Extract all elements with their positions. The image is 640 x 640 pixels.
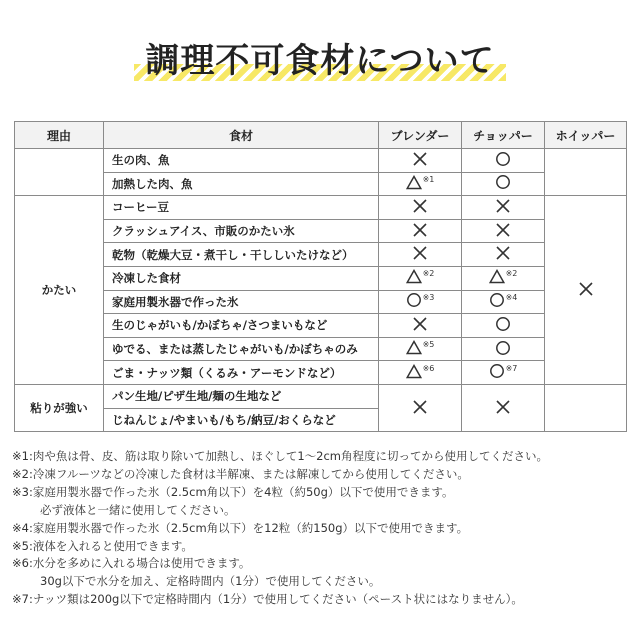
blender-cell bbox=[379, 384, 462, 431]
cross-icon bbox=[412, 316, 428, 332]
cross-icon bbox=[412, 399, 428, 415]
chopper-cell bbox=[462, 219, 545, 243]
reason-cell-sticky: 粘りが強い bbox=[15, 384, 104, 431]
food-compatibility-table bbox=[14, 121, 627, 432]
cross-icon bbox=[495, 399, 511, 415]
food-name: ごま・ナッツ類（くるみ・アーモンドなど） bbox=[104, 361, 379, 385]
food-name: コーヒー豆 bbox=[104, 196, 379, 220]
footnote-text: 冷凍フルーツなどの冷凍した食材は半解凍、または解凍してから使用してください。 bbox=[32, 466, 469, 481]
triangle-icon bbox=[489, 269, 505, 284]
food-name: パン生地/ピザ生地/麺の生地など bbox=[104, 384, 379, 408]
footnote-line bbox=[12, 573, 632, 591]
blender-cell bbox=[379, 361, 462, 385]
footnote-ref: ※6 bbox=[422, 363, 435, 373]
header-chopper: チョッパー bbox=[462, 122, 545, 149]
footnote-text: 家庭用製氷器で作った氷（2.5cm角以下）を4粒（約50g）以下で使用できます。 bbox=[32, 484, 454, 499]
chopper-cell bbox=[462, 266, 545, 290]
footnote-text: 肉や魚は骨、皮、筋は取り除いて加熱し、ほぐして1～2cm角程度に切ってから使用してください。 bbox=[32, 449, 548, 463]
table-row bbox=[15, 384, 627, 408]
blender-cell bbox=[379, 337, 462, 361]
page-title: 調理不可食材について bbox=[145, 41, 495, 81]
footnote-key: ※2: bbox=[12, 466, 33, 481]
circle-icon bbox=[489, 363, 505, 379]
cross-icon bbox=[495, 198, 511, 214]
footnote-text: 家庭用製氷器で作った氷（2.5cm角以下）を12粒（約150g）以下で使用できます。 bbox=[32, 520, 469, 535]
footnote-ref: ※2 bbox=[422, 269, 435, 279]
footnote-line bbox=[12, 538, 632, 556]
table-row bbox=[15, 361, 627, 385]
reason-cell-hard: かたい bbox=[15, 196, 104, 385]
title-area bbox=[0, 38, 640, 90]
food-name: 冷凍した食材 bbox=[104, 266, 379, 290]
footnote-key: ※1: bbox=[12, 449, 33, 463]
triangle-icon bbox=[406, 364, 422, 379]
food-name: 生のじゃがいも/かぼちゃ/さつまいもなど bbox=[104, 314, 379, 338]
header-blender: ブレンダー bbox=[379, 122, 462, 149]
cross-icon bbox=[412, 198, 428, 214]
blender-cell bbox=[379, 196, 462, 220]
table-row bbox=[15, 243, 627, 267]
header-food: 食材 bbox=[104, 122, 379, 149]
circle-icon bbox=[495, 174, 511, 190]
triangle-icon bbox=[406, 175, 422, 190]
footnote-ref: ※2 bbox=[505, 269, 518, 279]
whipper-cell-empty bbox=[545, 149, 627, 196]
footnote-line bbox=[12, 448, 632, 466]
footnote-text: 必ず液体と一緒に使用してください。 bbox=[40, 502, 236, 517]
table-row bbox=[15, 149, 627, 173]
footnote-key: ※3: bbox=[12, 484, 33, 499]
footnote-line bbox=[12, 591, 632, 609]
reason-cell-empty bbox=[15, 149, 104, 196]
table-row bbox=[15, 196, 627, 220]
food-name: 乾物（乾燥大豆・煮干し・干ししいたけなど） bbox=[104, 243, 379, 267]
table-row bbox=[15, 172, 627, 196]
footnote-text: 液体を入れると使用できます。 bbox=[32, 538, 193, 553]
cross-icon bbox=[412, 222, 428, 238]
blender-cell bbox=[379, 266, 462, 290]
food-name: ゆでる、または蒸したじゃがいも/かぼちゃのみ bbox=[104, 337, 379, 361]
blender-cell bbox=[379, 314, 462, 338]
footnote-ref: ※3 bbox=[422, 292, 435, 302]
blender-cell bbox=[379, 290, 462, 314]
table-row bbox=[15, 314, 627, 338]
whipper-cell bbox=[545, 196, 627, 385]
cross-icon bbox=[495, 222, 511, 238]
chopper-cell bbox=[462, 314, 545, 338]
triangle-icon bbox=[406, 269, 422, 284]
cross-icon bbox=[412, 245, 428, 261]
footnote-line bbox=[12, 555, 632, 573]
blender-cell bbox=[379, 149, 462, 173]
circle-icon bbox=[495, 151, 511, 167]
food-name: 家庭用製氷器で作った氷 bbox=[104, 290, 379, 314]
footnote-line bbox=[12, 484, 632, 502]
table-row bbox=[15, 337, 627, 361]
chopper-cell bbox=[462, 384, 545, 431]
table-row bbox=[15, 290, 627, 314]
cross-icon bbox=[412, 151, 428, 167]
footnotes bbox=[12, 448, 632, 609]
food-name: じねんじょ/やまいも/もち/納豆/おくらなど bbox=[104, 408, 379, 432]
footnote-line bbox=[12, 520, 632, 538]
circle-icon bbox=[495, 316, 511, 332]
footnote-ref: ※7 bbox=[505, 363, 518, 373]
footnote-text: 30g以下で水分を加え、定格時間内（1分）で使用してください。 bbox=[40, 574, 381, 589]
footnote-ref: ※1 bbox=[422, 174, 435, 184]
triangle-icon bbox=[406, 340, 422, 355]
table-header-row bbox=[15, 122, 627, 149]
footnote-key: ※6: bbox=[12, 556, 33, 571]
chopper-cell bbox=[462, 361, 545, 385]
footnote-ref: ※4 bbox=[505, 292, 518, 302]
chopper-cell bbox=[462, 196, 545, 220]
footnote-key: ※5: bbox=[12, 538, 33, 553]
chopper-cell bbox=[462, 337, 545, 361]
cross-icon bbox=[495, 245, 511, 261]
footnote-ref: ※5 bbox=[422, 340, 435, 350]
circle-icon bbox=[495, 340, 511, 356]
footnote-key: ※7: bbox=[12, 592, 33, 607]
table-row bbox=[15, 219, 627, 243]
header-reason: 理由 bbox=[15, 122, 104, 149]
footnote-line bbox=[12, 502, 632, 520]
whipper-cell-empty bbox=[545, 384, 627, 431]
footnote-key: ※4: bbox=[12, 520, 33, 535]
chopper-cell bbox=[462, 172, 545, 196]
chopper-cell bbox=[462, 243, 545, 267]
food-name: 生の肉、魚 bbox=[104, 149, 379, 173]
food-name: 加熱した肉、魚 bbox=[104, 172, 379, 196]
footnote-text: ナッツ類は200g以下で定格時間内（1分）で使用してください（ペースト状にはなりません）。 bbox=[32, 592, 523, 607]
chopper-cell bbox=[462, 290, 545, 314]
header-whipper: ホイッパー bbox=[545, 122, 627, 149]
cross-icon bbox=[578, 281, 594, 297]
table-row bbox=[15, 266, 627, 290]
footnote-line bbox=[12, 466, 632, 484]
food-name: クラッシュアイス、市販のかたい氷 bbox=[104, 219, 379, 243]
blender-cell bbox=[379, 243, 462, 267]
circle-icon bbox=[489, 292, 505, 308]
blender-cell bbox=[379, 172, 462, 196]
footnote-text: 水分を多めに入れる場合は使用できます。 bbox=[32, 556, 251, 571]
chopper-cell bbox=[462, 149, 545, 173]
circle-icon bbox=[406, 292, 422, 308]
blender-cell bbox=[379, 219, 462, 243]
